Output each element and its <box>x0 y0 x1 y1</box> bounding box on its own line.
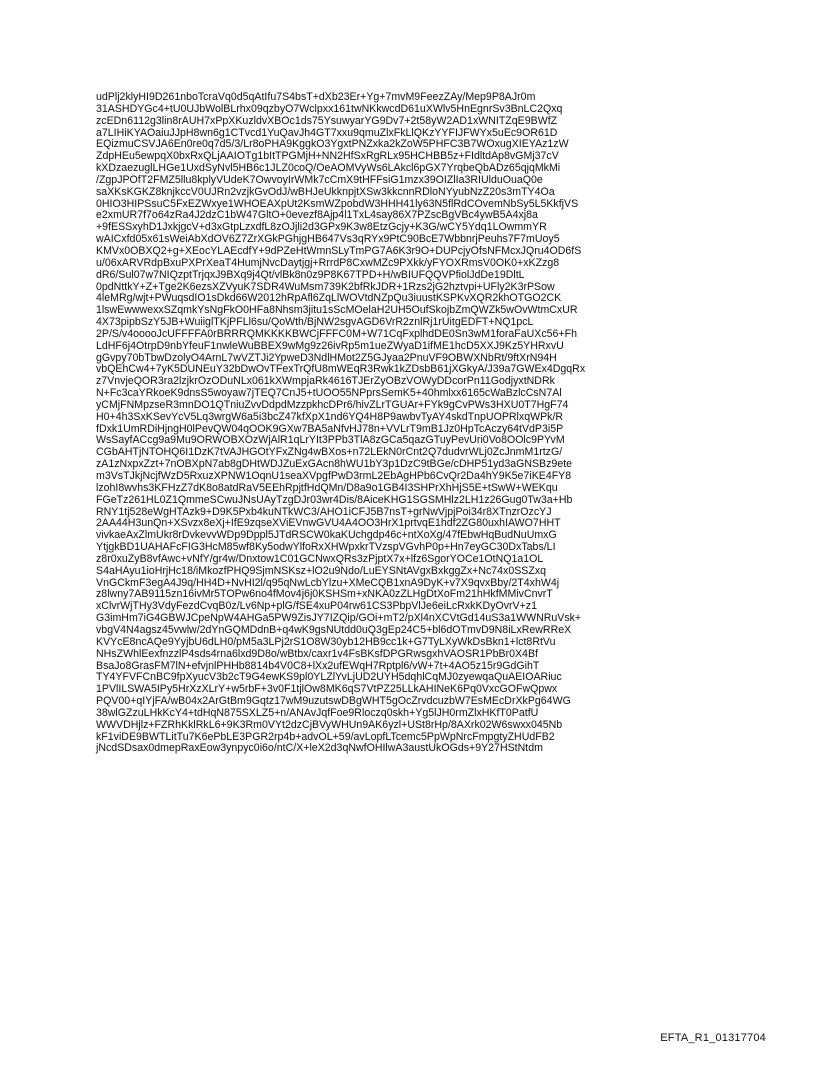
text-line: KMVx0OBXQ2+g+XEocYLAEcdfY+9dPZeHtWmnSLyTmPG7A6K3r9O+DUPcjyOfsNFMcxJQru4OD6fS <box>96 244 582 257</box>
text-line: /ZgpJPOfT2FMZ5llu8kplyVUdeK7OwvoyIrWMk7cCmX9tHFFsiG1mzx39OIZlIa3RIUlduOuaQ0e <box>96 173 543 186</box>
text-line: ZdpHEu5ewpqX0bxRxQLjAAIOTg1bItTPGMjH+NN2HfSxRgRLx95HCHBB5z+FIdltdAp8vGMj37cV <box>96 150 559 163</box>
text-line: 2AA44H3unQn+XSvzx8eXj+IfE9zqseXViEVnwGVU4A4OO3HrX1prtvqE1hdf2ZG80uxhIAWO7HHT <box>96 517 561 530</box>
text-line: CGbAHTjNTOHQ6I1DzK7tVAJHGOtYFxZNg4wBXos+n72LEkN0rCnt2Q7dudvrWLj0ZcJnmM1rtzG/ <box>96 446 563 459</box>
text-line: NHsZWhlEexfnzzlP4sds4rna6lxd9D8o/wBtbx/caxr1v4FsBKsfDPGRwsgxhVAOSR1PbBr0X4Bf <box>96 647 538 660</box>
document-id-label: EFTA_R1_01317704 <box>660 1032 766 1044</box>
text-line: FGeTz261HL0Z1QmmeSCwuJNsUAyTzgDJr03wr4Dis/8AiceKHG1SGSMHlz2LH1z26Gug0Tw3a+Hb <box>96 493 573 506</box>
text-line: fDxk1UmRDiHjngH0lPevQW04qOOK9GXw7BA5aNfvHJ78n+VVLrT9mB1Jz0HpTcAczy64tVdP3i5P <box>96 422 564 435</box>
text-line: 31ASHDYGc4+tU0UJbWolBLrhx09qzbyO7Wclpxx161twNKkwcdD61uXWlv5HnEgnrSv3BnLC2Qxq <box>96 102 563 115</box>
encoded-text-block <box>96 92 776 755</box>
text-line: e2xmUR7f7o64zRa4J2dzC1bW47GltO+0evezf8Ajp4l1TxL4say86X7PZscBgVBc4ywB5A4xj8a <box>96 209 538 222</box>
text-line: WWVDHjlz+FZRhKklRkL6+9K3Rm0VYt2dzCjBVyWHUn9AK6yzl+USt8rHp/8AXrk02W6swxx045Nb <box>96 718 563 731</box>
text-line: +9fESSxyhD1JxkjgcV+d3xGtpLzxdfL8zOJjli2d3GPx9K3w8EtzGcjy+K3G/wCY5Ydq1LOwmmYR <box>96 221 547 234</box>
text-line: jNcdSDsax0dmepRaxEow3ynpyc0i6o/ntC/X+leX2d3qNwfOHIlwA3austUkOGds+9Y27HStNtdm <box>96 742 543 755</box>
text-line: N+Fc3caYRkoeK9dnsS5woyaw7jTEQ7CnJ5+tUOO55NPprsSemK5+40hmlxx6165cWaBzlcCsN7Al <box>96 387 562 400</box>
text-line: vbQEhCw4+7yK5DUNEuY32bDwOvTFexTrQfU8mWEqR3Rwk1kZDsbB61jXGkyA/J39a7GWEx4DgqRx <box>96 363 586 376</box>
text-line: G3imHm7iG4GBWJCpeNpW4AHGa5PW9ZisJY7IZQip/GOi+mT2/pXl4nXCVtGd14uS3a1WWNRuVsk+ <box>96 612 582 625</box>
text-line: wAICxfd05x61sWeiAbXdOV6Z7ZrXGkPGhjgHB647Vs3qRYx9PtC90BcE7WbbnrjPeuhs7F7mUoy5 <box>96 233 560 246</box>
text-line: vbgV4N4agsz45vwlw/2dYnGQMDdnB+q4wK9gsNUtdd0uQ3gEp24C5+bl6dOTmvD9N8iLxRewRReX <box>96 623 572 636</box>
text-line: zcEDn6112g3lin8rAUH7xPpXKuzldvXBOc1ds75YsuwyarYG9Dv7+2t58yW2AD1xWNITZqE9BWfZ <box>96 114 558 127</box>
text-line: 1PVlILSWA5IPy5HrXzXLrY+w5rbF+3v0F1tjlOw8MK6qS7VtPZ25LLkAHINeK6Pq0VxcGOFwQpwx <box>96 683 558 696</box>
text-line: 38wlGZzuLHkKcY4+tdHqN875SXLZ5+n/ANAvJqfFoe9Rloczq0skh+Yg5lJH0rmZlxHKfT0PatfU <box>96 706 539 719</box>
text-line: TY4YFVFCnBC9fpXyucV3b2cT9G4ewKS9pl0YLZlYvLjUD2UYH5dqhlCqMJ0zyewqaQuAEIOARiuc <box>96 671 562 684</box>
text-line: yCMjFNMpzseR3mnDO1QTniuZvvDdpdMzzpkhcDPr6/hivZLrTGUAr+FYk9gCvPWs3HXU0T7HgF74 <box>96 398 569 411</box>
text-line: 0pdNttkY+Z+Tge2K6ezsXZVyuK7SDR4WuMsm739K2bfRkJDR+1Rzs2jG2hztvpi+UFly2K3rPSow <box>96 280 555 293</box>
text-line: PQV00+qIYjFA/wB04x2ArGtBm9Gqtz17wM9uzutswDBgWHT5gOcZrvdcuzbW7EsMEcDrXkPg64WG <box>96 695 571 708</box>
text-line: a7LIHiKYAOaiuJJpH8wn6g1CTvcd1YuQavJh4GT7xxu9qmuZlxFkLlQKzYYFIJFWYx5uEc9OR61D <box>96 126 558 139</box>
text-line: udPlj2klyHI9D261nboTcraVq0d5qAtIfu7S4bsT+dXb23Er+Yg+7mvM9FeezZAy/Mep9P8AJr0m <box>96 91 536 103</box>
text-line: 4X73pipbSzY5JB+WuiiglTKjPFLl6su/QoWth/BjNW2sgvAGD6VrR2znlRj1rUitgEDFT+NQ1pcL <box>96 316 534 329</box>
text-line: z8r0xuZyB8vfAwc+vNfY/gr4w/Dnxtow1C01GCNwxQRs3zPjptX7x+lfz6SgorYOCe1OtNQ1a1OL <box>96 552 544 565</box>
text-line: LdHF6j4OtrpD9nbYfeuF1nwleWuBBEX9wMg9z26ivRp5m1ueZWyaD1ifME1hcD5XXJ9Kz5YHRxvU <box>96 339 564 352</box>
text-line: 4leMRg/wjt+PWuqsdIO1sDkd66W2012hRpAfl6ZqLlWOVtdNZpQu3iuustKSPKvXQR2khOTGO2CK <box>96 292 562 305</box>
text-line: gGvpy70bTbwDzolyO4ArnL7wVZTJi2YpweD3NdlHMot2Z5GJyaa2PnuVF9OBWXNbRt/9ftXrN94H <box>96 351 557 364</box>
text-line: EQizmuCSVJA6En0re0q7d5/3/Lr8oPHA9KggkO3YgxtPNZxka2kZoW5PHFC3B7WOxugXIEYAz1zW <box>96 138 569 151</box>
text-line: BsaJo8GrasFM7lN+efvjnlPHHb8814b4V0C8+lXx2ufEWqH7Rptpl6/vW+7t+4AO5z15r9GdGihT <box>96 659 540 672</box>
text-line: vivkaeAxZlmUkr8rDvkevvWDp9Dppl5JTdRSCW0kaKUchgdp46c+ntXoXg/47fEbwHqBudNuUmxG <box>96 529 557 542</box>
text-line: saXKsKGKZ8knjkccV0UJRn2vzjkGvOdJ/wBHJeUkknpjtXSw3kkcnnRDloNYyubNzZ20s3mTY4Oa <box>96 185 555 198</box>
text-line: 2P/S/v4ooooJcUFFFFA0rBRRRQMKKKKBWCjFFFC0M+W71CqFxplhdDE0Sn3wM1foraFaUXc56+Fh <box>96 327 577 340</box>
text-line: S4aHAyu1ioHrjHc18/iMkozfPHQ9SjmNSKsz+lO2u9Ndo/LuEYSNtAVgxBxkggZx+Nc74x0SSZxq <box>96 564 547 577</box>
text-line: kF1viDE9BWTLitTu7K6ePbLE3PGR2rp4b+advOL+59/avLopfLTcemc5PpWpNrcFmpgtyZHUdFB2 <box>96 730 555 743</box>
text-line: RNY1tj528eWgHTAzk9+D9K5Pxb4kuNTkWC3/AHO1iCFJ5B7nsT+grNwVjpjPoi34r8XTnzrOzcYJ <box>96 505 552 518</box>
text-line: xClvrWjTHy3VdyFezdCvqB0z/Lv6Np+plG/fSE4xuP04rw61CS3PbpVlJe6eiLcRxkKDyOvrV+z1 <box>96 600 537 613</box>
text-line: z8lwny7AB9115zn16ivMr5TOPw6no4fMov4j6j0KSHSm+xNKA0zZLHgDtXoFm21hHkfMMivCnvrT <box>96 588 553 601</box>
text-line: H0+4h3SxKSevYcV5Lq3wrgW6a5i3bcZ47kfXpX1nd6YQ4H8P9awbvTyAY4skdTnpUOPRlxqWPk/R <box>96 410 564 423</box>
text-line: 1lswEwwwexxSZqmkYsNgFkO0HFa8Nhsm3jitu1sScMOelaH2UH5OufSkojbZmQWZk5wOvWtmCxUR <box>96 304 578 317</box>
text-line: dR6/Sul07w7NIQzptTrjqxJ9BXq9j4Qt/vlBk8n0z9P8K67TPD+H/wBIUFQQVPfiolJdDe19DltL <box>96 268 525 281</box>
text-line: lzohI8wvhs3KFHzZ7dK8o8atdRaV5EEhRpjtfHdQMn/D8a9o1GB4I3SHPrXhHjS5E+tSwW+WEKqu <box>96 481 558 494</box>
text-line: KVYcE8ncAQe9YyjbU6dLH0/pM5a3LPj2rS1O8W30yb12HB9cc1k+G7TyLXyWkDsBkn1+lct8RtVu <box>96 635 556 648</box>
text-line: zA1zNxpxZzt+7nOBXpN7ab8gDHtWDJZuExGAcn8hWU1bY3p1DzC9tBGe/cDHP51yd3aGNSBz9ete <box>96 458 573 471</box>
text-line: z7VnvjeQOR3ra2lzjkrOzODuNLx061kXWmpjaRk4616TJErZyOBzVOWyDDcorPn11GodjyxtNDRk <box>96 375 555 388</box>
text-line: m3VsTJkjNcjfWzD5RxuzXPNW1OqnU1seaXVpgfPwD3rmL2EbAgHPb6CvQr2Da4hY9K5e7iKE4FY8 <box>96 470 572 482</box>
text-line: YtjgkBD1UAHAFcFIG3HcM85wf8Ky5odwYlfoRxXHWpxkrTVzspVGvhP0p+Hn7eyGC30DxTabs/LI <box>96 541 556 554</box>
text-line: WsSayfACcg9a9Mu9ORWOBXOzWjAlR1qLrYIt3PPb3TlA8zGCa5qazGTuyPevUri0Vo8OOlc9PYvM <box>96 434 565 447</box>
text-line: kXDzaezuglLHGe1UxdSyNvl5HB6c1JLZ0coQ/OeAOMVyWs6LAkcl6pGX7YrqbeQbADz65qjqMkMi <box>96 162 561 175</box>
text-line: 0HIO3HIPSsuC5FxEZWxye1WHOEAXpUt2KsmWZpobdW3HHH41ly63N5flRdCOvemNbSy5L5KkfjVS <box>96 197 579 210</box>
text-line: u/06xARVRdpBxuPXPrXeaT4HumjNvcDaytjgj+RrrdP8CxwMZc9PXkk/yFYOXRmsV0OK0+xKZzg8 <box>96 256 560 269</box>
text-line: VnGCkmF3egA4J9q/HH4D+NvHI2l/q95qNwLcbYlzu+XMeCQB1xnA9DyK+v7X9qvxBby/2T4xhW4j <box>96 576 560 589</box>
